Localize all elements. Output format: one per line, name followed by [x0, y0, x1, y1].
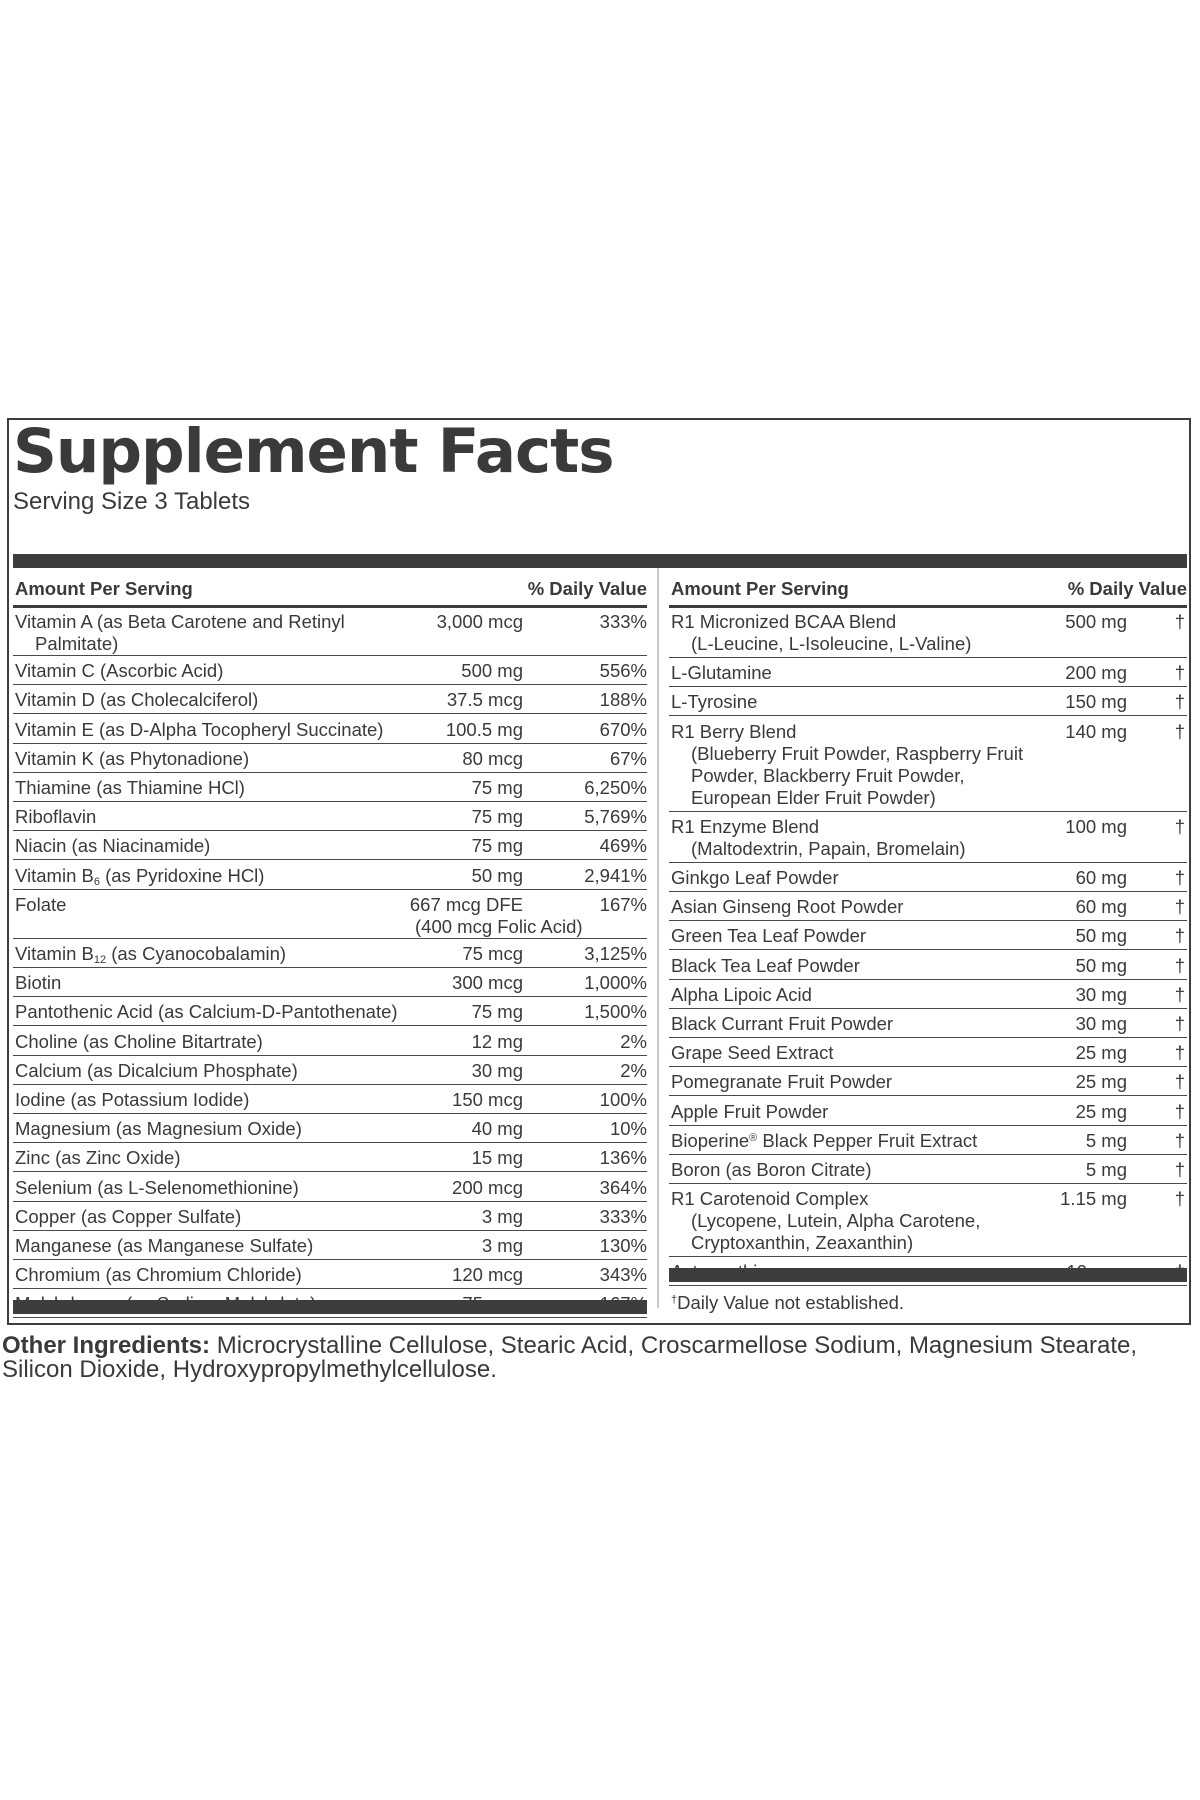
nutrient-daily-value: 556%	[599, 660, 647, 682]
nutrient-name: Biotin	[15, 972, 62, 994]
nutrient-daily-value: 1,500%	[584, 1001, 647, 1023]
ingredient-amount: 5 mg	[1085, 1129, 1127, 1151]
nutrient-name: Vitamin E (as D-Alpha Tocopheryl Succinate)	[15, 718, 384, 740]
nutrient-amount: 75 mg	[471, 1001, 523, 1023]
nutrient-row	[13, 1174, 647, 1202]
ingredient-name: Apple Fruit Powder	[671, 1100, 829, 1122]
footnote	[671, 1292, 904, 1314]
dagger-mark: †	[1174, 1188, 1185, 1210]
ingredient-name: Grape Seed Extract	[671, 1042, 834, 1064]
ingredient-detail: (L-Leucine, L-Isoleucine, L-Valine)	[691, 633, 972, 654]
right-amount-header: Amount Per Serving	[671, 578, 849, 599]
dagger-mark: †	[1174, 1071, 1185, 1093]
ingredient-row	[669, 952, 1187, 980]
ingredient-name: Alpha Lipoic Acid	[671, 983, 812, 1005]
nutrient-amount: 300 mcg	[452, 972, 523, 994]
nutrient-daily-value: 2,941%	[584, 864, 647, 886]
nutrient-daily-value: 2%	[620, 1059, 647, 1081]
nutrient-amount: 100.5 mg	[445, 718, 523, 740]
ingredient-name: Boron (as Boron Citrate)	[671, 1159, 872, 1180]
serving-size: Serving Size 3 Tablets	[13, 488, 251, 515]
ingredient-name: Ginkgo Leaf Powder	[671, 867, 839, 888]
ingredient-amount: 30 mg	[1075, 983, 1127, 1005]
right-column-header	[669, 572, 1187, 608]
ingredient-name: R1 Micronized BCAA Blend	[671, 611, 897, 632]
left-amount-header: Amount Per Serving	[15, 578, 193, 599]
nutrient-daily-value: 343%	[599, 1264, 647, 1286]
ingredient-amount: 25 mg	[1075, 1042, 1127, 1064]
footnote-text: Daily Value not established.	[677, 1292, 905, 1313]
nutrient-name: Selenium (as L-Selenomethionine)	[15, 1176, 299, 1198]
nutrient-row	[13, 1261, 647, 1289]
ingredient-detail: Cryptoxanthin, Zeaxanthin)	[691, 1232, 914, 1254]
nutrient-daily-value: 364%	[599, 1176, 647, 1198]
ingredient-name: Pomegranate Fruit Powder	[671, 1071, 893, 1093]
nutrient-row	[13, 686, 647, 714]
nutrient-row	[13, 745, 647, 773]
top-thick-rule	[13, 554, 1187, 568]
ingredient-amount: 200 mg	[1065, 662, 1127, 684]
nutrient-amount-detail: (400 mcg Folic Acid)	[415, 915, 583, 937]
ingredient-row	[669, 893, 1187, 921]
nutrient-amount: 37.5 mcg	[446, 689, 523, 711]
ingredient-detail: (Blueberry Fruit Powder, Raspberry Fruit	[691, 742, 1024, 764]
other-ingredients	[2, 1334, 1192, 1382]
nutrient-row	[13, 803, 647, 831]
left-column-header	[13, 572, 647, 608]
dagger-mark: †	[1174, 611, 1185, 632]
ingredient-detail: (Maltodextrin, Papain, Bromelain)	[691, 837, 966, 859]
dagger-mark: †	[1174, 1013, 1185, 1034]
nutrient-row	[13, 1057, 647, 1085]
nutrient-daily-value: 1,000%	[584, 972, 647, 994]
nutrient-row	[13, 832, 647, 860]
nutrient-amount: 40 mg	[471, 1118, 523, 1140]
dagger-mark: †	[1174, 691, 1185, 713]
ingredient-amount: 25 mg	[1075, 1071, 1127, 1093]
nutrient-name: Chromium (as Chromium Chloride)	[15, 1264, 302, 1286]
nutrient-amount: 120 mcg	[452, 1264, 523, 1286]
ingredient-row	[669, 718, 1187, 812]
ingredient-name: R1 Carotenoid Complex	[671, 1188, 869, 1210]
nutrient-name: Thiamine (as Thiamine HCl)	[15, 777, 245, 798]
nutrient-daily-value: 10%	[609, 1118, 647, 1140]
ingredient-amount: 60 mg	[1075, 896, 1127, 918]
footnote-mark: †	[671, 1294, 678, 1306]
supplement-facts-panel	[7, 418, 1191, 1325]
nutrient-daily-value: 3,125%	[584, 943, 647, 964]
left-bottom-rule	[13, 1300, 647, 1314]
other-ingredients-text: Microcrystalline Cellulose, Stearic Acid, Croscarmellose Sodium, Magnesium Stearate, Silicon Dioxide, Hydroxypropylmethylcellulose.	[2, 1332, 1138, 1383]
nutrient-row	[13, 1203, 647, 1231]
ingredient-name: L-Glutamine	[671, 662, 772, 684]
nutrient-amount: 75 mg	[471, 777, 523, 798]
dagger-mark: †	[1174, 954, 1185, 976]
ingredient-amount: 60 mg	[1075, 867, 1127, 888]
dagger-mark: †	[1174, 925, 1185, 947]
ingredient-row	[669, 1156, 1187, 1184]
nutrient-amount: 12 mg	[471, 1030, 523, 1052]
nutrient-daily-value: 136%	[599, 1147, 647, 1169]
nutrient-amount: 200 mcg	[452, 1176, 523, 1198]
ingredient-amount: 5 mg	[1085, 1159, 1127, 1180]
nutrient-amount: 50 mg	[471, 864, 523, 886]
nutrient-amount: 30 mg	[471, 1059, 523, 1081]
ingredient-name: Green Tea Leaf Powder	[671, 925, 867, 947]
nutrient-row	[13, 891, 647, 939]
column-divider	[657, 568, 659, 1308]
nutrient-daily-value: 333%	[599, 1205, 647, 1227]
ingredient-row	[669, 659, 1187, 687]
nutrient-row	[13, 657, 647, 685]
ingredient-amount: 100 mg	[1065, 815, 1127, 837]
nutrient-daily-value: 333%	[599, 611, 647, 632]
ingredient-amount: 25 mg	[1075, 1100, 1127, 1122]
nutrient-row	[13, 774, 647, 802]
nutrient-daily-value: 6,250%	[584, 777, 647, 798]
name-text: Bioperine	[671, 1129, 750, 1151]
nutrient-name: Vitamin D (as Cholecalciferol)	[15, 689, 259, 711]
ingredient-row	[669, 1185, 1187, 1257]
nutrient-amount: 75 mg	[471, 806, 523, 828]
right-dv-header: % Daily Value	[1067, 578, 1187, 599]
ingredient-detail: Powder, Blackberry Fruit Powder,	[691, 764, 965, 786]
dagger-mark: †	[1174, 1042, 1185, 1064]
nutrient-name: Copper (as Copper Sulfate)	[15, 1205, 242, 1227]
nutrient-row	[13, 940, 647, 968]
ingredient-name: R1 Berry Blend	[671, 720, 797, 742]
ingredient-name: Black Tea Leaf Powder	[671, 954, 860, 976]
nutrient-name: Calcium (as Dicalcium Phosphate)	[15, 1059, 298, 1081]
nutrient-amount: 667 mcg DFE	[409, 893, 523, 915]
nutrient-daily-value: 2%	[620, 1030, 647, 1052]
nutrient-amount: 3,000 mcg	[436, 611, 523, 632]
ingredient-detail: European Elder Fruit Powder)	[691, 786, 936, 808]
dagger-mark: †	[1174, 1129, 1185, 1151]
nutrient-detail: Palmitate)	[35, 633, 119, 654]
ingredient-amount: 140 mg	[1065, 720, 1127, 742]
nutrient-daily-value: 100%	[599, 1089, 647, 1110]
nutrient-amount: 75 mcg	[462, 943, 523, 964]
name-text: Black Pepper Fruit Extract	[757, 1129, 978, 1151]
nutrient-name	[15, 943, 286, 966]
nutrient-row	[13, 608, 647, 656]
registered-mark: ®	[749, 1131, 758, 1144]
ingredient-name: L-Tyrosine	[671, 691, 758, 713]
nutrient-amount: 75 mg	[471, 835, 523, 857]
nutrient-row	[13, 716, 647, 744]
ingredient-amount: 50 mg	[1075, 925, 1127, 947]
nutrient-name: Vitamin K (as Phytonadione)	[15, 747, 250, 769]
dagger-mark: †	[1174, 662, 1185, 684]
nutrient-row	[13, 1086, 647, 1114]
name-text: (as Cyanocobalamin)	[106, 943, 287, 964]
left-dv-header: % Daily Value	[527, 578, 647, 599]
subscript: 12	[93, 954, 107, 966]
ingredient-row	[669, 981, 1187, 1009]
nutrient-row	[13, 862, 647, 890]
ingredient-row	[669, 1068, 1187, 1096]
ingredient-detail: (Lycopene, Lutein, Alpha Carotene,	[691, 1210, 981, 1232]
ingredient-row	[669, 922, 1187, 950]
ingredient-row	[669, 864, 1187, 892]
dagger-mark: †	[1174, 1100, 1185, 1122]
nutrient-daily-value: 130%	[599, 1235, 647, 1256]
nutrient-name: Zinc (as Zinc Oxide)	[15, 1147, 181, 1169]
ingredient-amount: 30 mg	[1075, 1013, 1127, 1034]
nutrient-name: Magnesium (as Magnesium Oxide)	[15, 1118, 302, 1140]
nutrient-name: Vitamin A (as Beta Carotene and Retinyl	[15, 611, 345, 632]
nutrient-row	[13, 969, 647, 997]
nutrient-amount: 80 mcg	[462, 747, 523, 769]
nutrient-name: Choline (as Choline Bitartrate)	[15, 1030, 263, 1052]
ingredient-amount: 150 mg	[1065, 691, 1127, 713]
nutrient-name: Folate	[15, 893, 67, 915]
ingredient-amount: 50 mg	[1075, 954, 1127, 976]
dagger-mark: †	[1174, 867, 1185, 888]
nutrient-row	[13, 1232, 647, 1260]
nutrient-amount: 500 mg	[461, 660, 523, 682]
dagger-mark: †	[1174, 1159, 1185, 1180]
nutrient-daily-value: 67%	[609, 747, 647, 769]
nutrient-name: Vitamin C (Ascorbic Acid)	[15, 660, 224, 682]
nutrient-name: Niacin (as Niacinamide)	[15, 835, 211, 857]
dagger-mark: †	[1174, 815, 1185, 837]
ingredient-amount: 1.15 mg	[1060, 1188, 1127, 1210]
nutrient-row	[13, 1144, 647, 1172]
ingredient-row	[669, 813, 1187, 863]
ingredient-row	[669, 1127, 1187, 1155]
subscript: 6	[93, 875, 100, 888]
dagger-mark: †	[1174, 983, 1185, 1005]
ingredient-name: R1 Enzyme Blend	[671, 815, 820, 837]
other-ingredients-label: Other Ingredients:	[2, 1332, 211, 1359]
name-text: Vitamin B	[15, 943, 94, 964]
ingredient-row	[669, 1010, 1187, 1038]
nutrient-daily-value: 5,769%	[584, 806, 647, 828]
ingredient-row	[669, 1098, 1187, 1126]
ingredient-name: Asian Ginseng Root Powder	[671, 896, 904, 918]
nutrient-name: Riboflavin	[15, 806, 97, 828]
name-text: Vitamin B	[15, 864, 94, 886]
nutrient-amount: 3 mg	[481, 1235, 523, 1256]
nutrient-name: Manganese (as Manganese Sulfate)	[15, 1235, 314, 1256]
nutrient-amount: 150 mcg	[452, 1089, 523, 1110]
nutrient-daily-value: 670%	[599, 718, 647, 740]
ingredient-amount: 500 mg	[1065, 611, 1127, 632]
ingredient-row	[669, 1039, 1187, 1067]
nutrient-name	[15, 865, 264, 888]
nutrient-amount: 15 mg	[471, 1147, 523, 1169]
nutrient-row	[13, 1028, 647, 1056]
nutrient-daily-value: 469%	[599, 835, 647, 857]
ingredient-row	[669, 688, 1187, 716]
dagger-mark: †	[1174, 720, 1185, 742]
nutrient-daily-value: 188%	[599, 689, 647, 711]
panel-title: Supplement Facts	[13, 416, 614, 487]
nutrient-daily-value: 167%	[599, 893, 647, 915]
nutrient-name: Pantothenic Acid (as Calcium-D-Pantothenate)	[15, 1001, 398, 1023]
right-bottom-rule	[669, 1268, 1187, 1282]
nutrient-row	[13, 998, 647, 1026]
ingredient-row	[669, 608, 1187, 658]
ingredient-name	[671, 1130, 977, 1152]
name-text: (as Pyridoxine HCl)	[99, 864, 265, 886]
nutrient-amount: 3 mg	[481, 1205, 523, 1227]
nutrient-row	[13, 1115, 647, 1143]
dagger-mark: †	[1174, 896, 1185, 918]
ingredient-name: Black Currant Fruit Powder	[671, 1013, 894, 1034]
nutrient-name: Iodine (as Potassium Iodide)	[15, 1089, 250, 1110]
